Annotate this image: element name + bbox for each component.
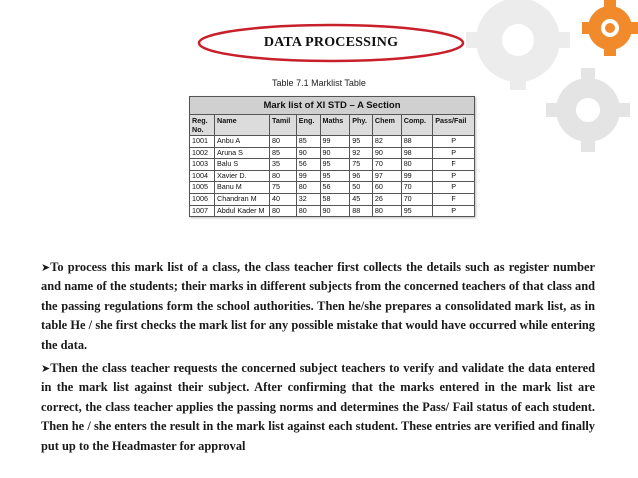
table-cell: P bbox=[433, 182, 475, 194]
column-header: Comp. bbox=[401, 115, 433, 136]
table-cell: 35 bbox=[270, 159, 297, 171]
table-cell: 1007 bbox=[190, 205, 215, 217]
table-cell: 58 bbox=[320, 193, 350, 205]
table-caption: Table 7.1 Marklist Table bbox=[272, 78, 366, 88]
paragraph-1 bbox=[41, 258, 595, 355]
table-cell: 80 bbox=[270, 136, 297, 148]
table-cell: Xavier D. bbox=[215, 170, 270, 182]
table-cell: 1004 bbox=[190, 170, 215, 182]
table-cell: 1006 bbox=[190, 193, 215, 205]
table-cell: 70 bbox=[401, 182, 433, 194]
table-cell: 99 bbox=[401, 170, 433, 182]
table-cell: 56 bbox=[296, 159, 320, 171]
table-cell: 26 bbox=[372, 193, 401, 205]
table-cell: 1001 bbox=[190, 136, 215, 148]
table-cell: 80 bbox=[296, 182, 320, 194]
table-row bbox=[190, 182, 475, 194]
table-cell: 92 bbox=[350, 147, 373, 159]
table-cell: 88 bbox=[350, 205, 373, 217]
table-cell: P bbox=[433, 170, 475, 182]
title-banner bbox=[196, 22, 466, 64]
table-cell: 82 bbox=[372, 136, 401, 148]
paragraph-2 bbox=[41, 359, 595, 456]
table-cell: 97 bbox=[372, 170, 401, 182]
table-cell: 95 bbox=[350, 136, 373, 148]
table-row bbox=[190, 147, 475, 159]
table-cell: Chandran M bbox=[215, 193, 270, 205]
table-cell: Banu M bbox=[215, 182, 270, 194]
page-title: DATA PROCESSING bbox=[263, 35, 399, 50]
arrow-bullet-icon: ➤ bbox=[41, 261, 51, 274]
table-cell: 90 bbox=[372, 147, 401, 159]
table-cell: 99 bbox=[320, 136, 350, 148]
column-header: Chem bbox=[372, 115, 401, 136]
table-cell: F bbox=[433, 193, 475, 205]
table-cell: 95 bbox=[320, 159, 350, 171]
paragraph-text: To process this mark list of a class, the class teacher first collects the details such as register number and name of the students; their marks in different subjects from the concerned teachers of that class and the passing regulations form the school authorities. Then he/she prepares a consolidated mark list, as in table He / she first checks the mark list for any possible mistake that would have occurred while entering the data. bbox=[41, 260, 595, 352]
table-cell: 80 bbox=[270, 205, 297, 217]
table-cell: P bbox=[433, 205, 475, 217]
table-cell: 80 bbox=[270, 170, 297, 182]
table-cell: 80 bbox=[401, 159, 433, 171]
column-header: Maths bbox=[320, 115, 350, 136]
column-header: Eng. bbox=[296, 115, 320, 136]
marklist-table bbox=[189, 96, 475, 217]
table-body bbox=[190, 136, 475, 217]
column-header: Phy. bbox=[350, 115, 373, 136]
table-cell: 1005 bbox=[190, 182, 215, 194]
table-cell: Abdul Kader M bbox=[215, 205, 270, 217]
table-cell: 50 bbox=[350, 182, 373, 194]
table-cell: 85 bbox=[296, 136, 320, 148]
table-cell: F bbox=[433, 159, 475, 171]
table-cell: 90 bbox=[296, 147, 320, 159]
table-cell: 75 bbox=[350, 159, 373, 171]
table-cell: Balu S bbox=[215, 159, 270, 171]
table-heading: Mark list of XI STD – A Section bbox=[190, 97, 475, 115]
table-cell: 56 bbox=[320, 182, 350, 194]
table-cell: 85 bbox=[270, 147, 297, 159]
column-header: Tamil bbox=[270, 115, 297, 136]
arrow-bullet-icon: ➤ bbox=[41, 362, 51, 375]
table-cell: 96 bbox=[350, 170, 373, 182]
table-cell: 99 bbox=[296, 170, 320, 182]
table-cell: 95 bbox=[320, 170, 350, 182]
table-cell: 75 bbox=[270, 182, 297, 194]
table-cell: Anbu A bbox=[215, 136, 270, 148]
table-cell: 95 bbox=[401, 205, 433, 217]
column-header: Reg. No. bbox=[190, 115, 215, 136]
table-cell: 90 bbox=[320, 147, 350, 159]
table-cell: 1002 bbox=[190, 147, 215, 159]
table-cell: 70 bbox=[372, 159, 401, 171]
table-cell: 70 bbox=[401, 193, 433, 205]
paragraph-text: Then the class teacher requests the concerned subject teachers to verify and validate the data entered in the mark list against their subject. After confirming that the marks entered in the mark list are correct, the class teacher applies the passing norms and determines the Pass/ Fail status of each student. Then he / she enters the result in the mark list against each student. These entries are verified and finally put up to the Headmaster for approval bbox=[41, 361, 595, 453]
table-cell: 1003 bbox=[190, 159, 215, 171]
table-cell: 45 bbox=[350, 193, 373, 205]
table-cell: 32 bbox=[296, 193, 320, 205]
table-cell: 60 bbox=[372, 182, 401, 194]
column-header: Pass/Fail bbox=[433, 115, 475, 136]
column-header: Name bbox=[215, 115, 270, 136]
table-cell: 98 bbox=[401, 147, 433, 159]
table-cell: 80 bbox=[372, 205, 401, 217]
table-row bbox=[190, 136, 475, 148]
table-cell: 88 bbox=[401, 136, 433, 148]
table-row bbox=[190, 205, 475, 217]
table-cell: 40 bbox=[270, 193, 297, 205]
table-row bbox=[190, 159, 475, 171]
table-cell: 90 bbox=[320, 205, 350, 217]
table-row bbox=[190, 193, 475, 205]
table-cell: 80 bbox=[296, 205, 320, 217]
table-cell: P bbox=[433, 136, 475, 148]
table-row bbox=[190, 170, 475, 182]
table-cell: Aruna S bbox=[215, 147, 270, 159]
table-cell: P bbox=[433, 147, 475, 159]
